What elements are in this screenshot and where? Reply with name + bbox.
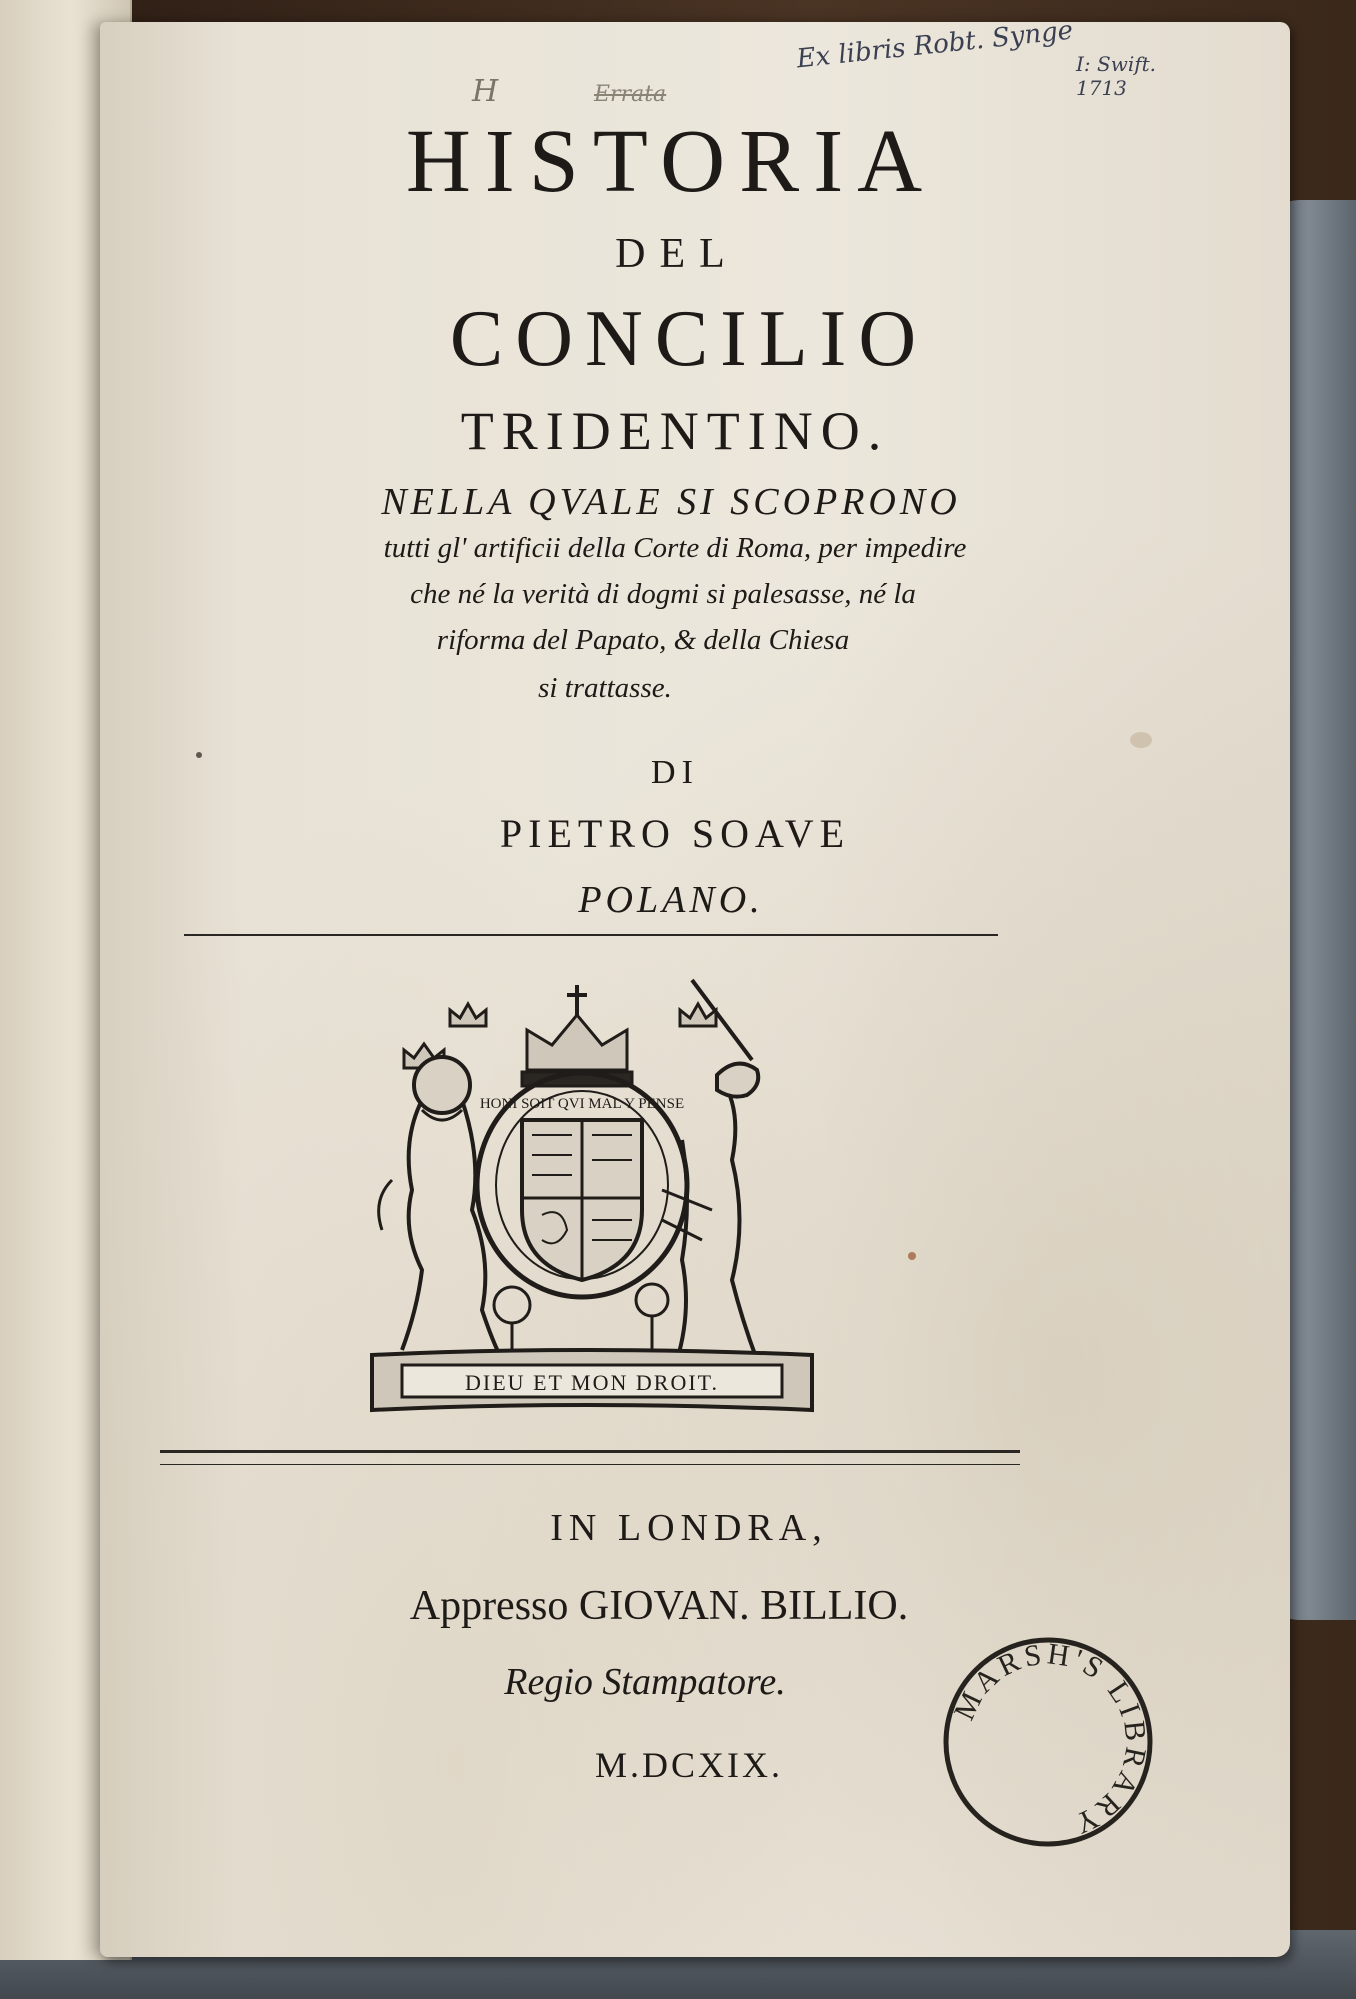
pencil-mark: H bbox=[472, 74, 499, 109]
crown-icon bbox=[527, 1015, 627, 1070]
title-del: DEL bbox=[615, 231, 739, 277]
ex-libris-inscription: Ex libris Robt. Synge bbox=[795, 15, 1075, 75]
subtitle-line-2: tutti gl' artificii della Corte di Roma, per impedire bbox=[383, 532, 967, 564]
royal-motto: DIEU ET MON DROIT. bbox=[465, 1370, 719, 1395]
imprint-place: IN LONDRA, bbox=[550, 1507, 828, 1549]
garter-motto: HONI SOIT QVI MAL Y PENSE bbox=[479, 1096, 685, 1112]
title-tridentino: TRIDENTINO. bbox=[460, 401, 890, 461]
foxing-spot bbox=[908, 1252, 916, 1260]
title-page bbox=[100, 15, 1290, 1957]
divider-rule bbox=[184, 934, 998, 936]
imprint-publisher: Appresso GIOVAN. BILLIO. bbox=[409, 1583, 909, 1629]
author-name-2: POLANO. bbox=[578, 879, 764, 921]
author-name: PIETRO SOAVE bbox=[499, 811, 851, 856]
imprint-printer-role: Regio Stampatore. bbox=[504, 1661, 786, 1703]
subtitle-line-5: si trattasse. bbox=[538, 672, 672, 704]
library-stamp bbox=[940, 1634, 1156, 1850]
royal-arms-woodcut bbox=[362, 960, 822, 1430]
subtitle-line-4: riforma del Papato, & della Chiesa bbox=[436, 624, 850, 656]
double-rule-bottom bbox=[160, 1464, 1020, 1465]
imprint-year: M.DCXIX. bbox=[594, 1745, 783, 1785]
foxing-spot bbox=[1130, 732, 1152, 748]
title-concilio: CONCILIO bbox=[449, 295, 929, 383]
struck-pencil-note: Errata bbox=[594, 82, 667, 107]
shelfmark-inscription bbox=[1076, 52, 1156, 100]
rose-icon bbox=[494, 1287, 530, 1323]
shelfmark-line: I: Swift. bbox=[1076, 52, 1157, 76]
double-rule-top bbox=[160, 1450, 1020, 1453]
unicorn-head-icon bbox=[717, 1064, 758, 1097]
lion-head-icon bbox=[414, 1057, 470, 1113]
by-line: DI bbox=[651, 754, 699, 791]
title-historia: HISTORIA bbox=[405, 112, 937, 211]
thistle-icon bbox=[636, 1284, 668, 1316]
stamp-text: MARSH'S LIBRARY bbox=[947, 1637, 1153, 1842]
subtitle-line-3: che né la verità di dogmi si palesasse, né la bbox=[410, 578, 916, 610]
shelfmark-year: 1713 bbox=[1076, 76, 1127, 100]
subtitle-line-1: NELLA QVALE SI SCOPRONO bbox=[381, 481, 961, 523]
